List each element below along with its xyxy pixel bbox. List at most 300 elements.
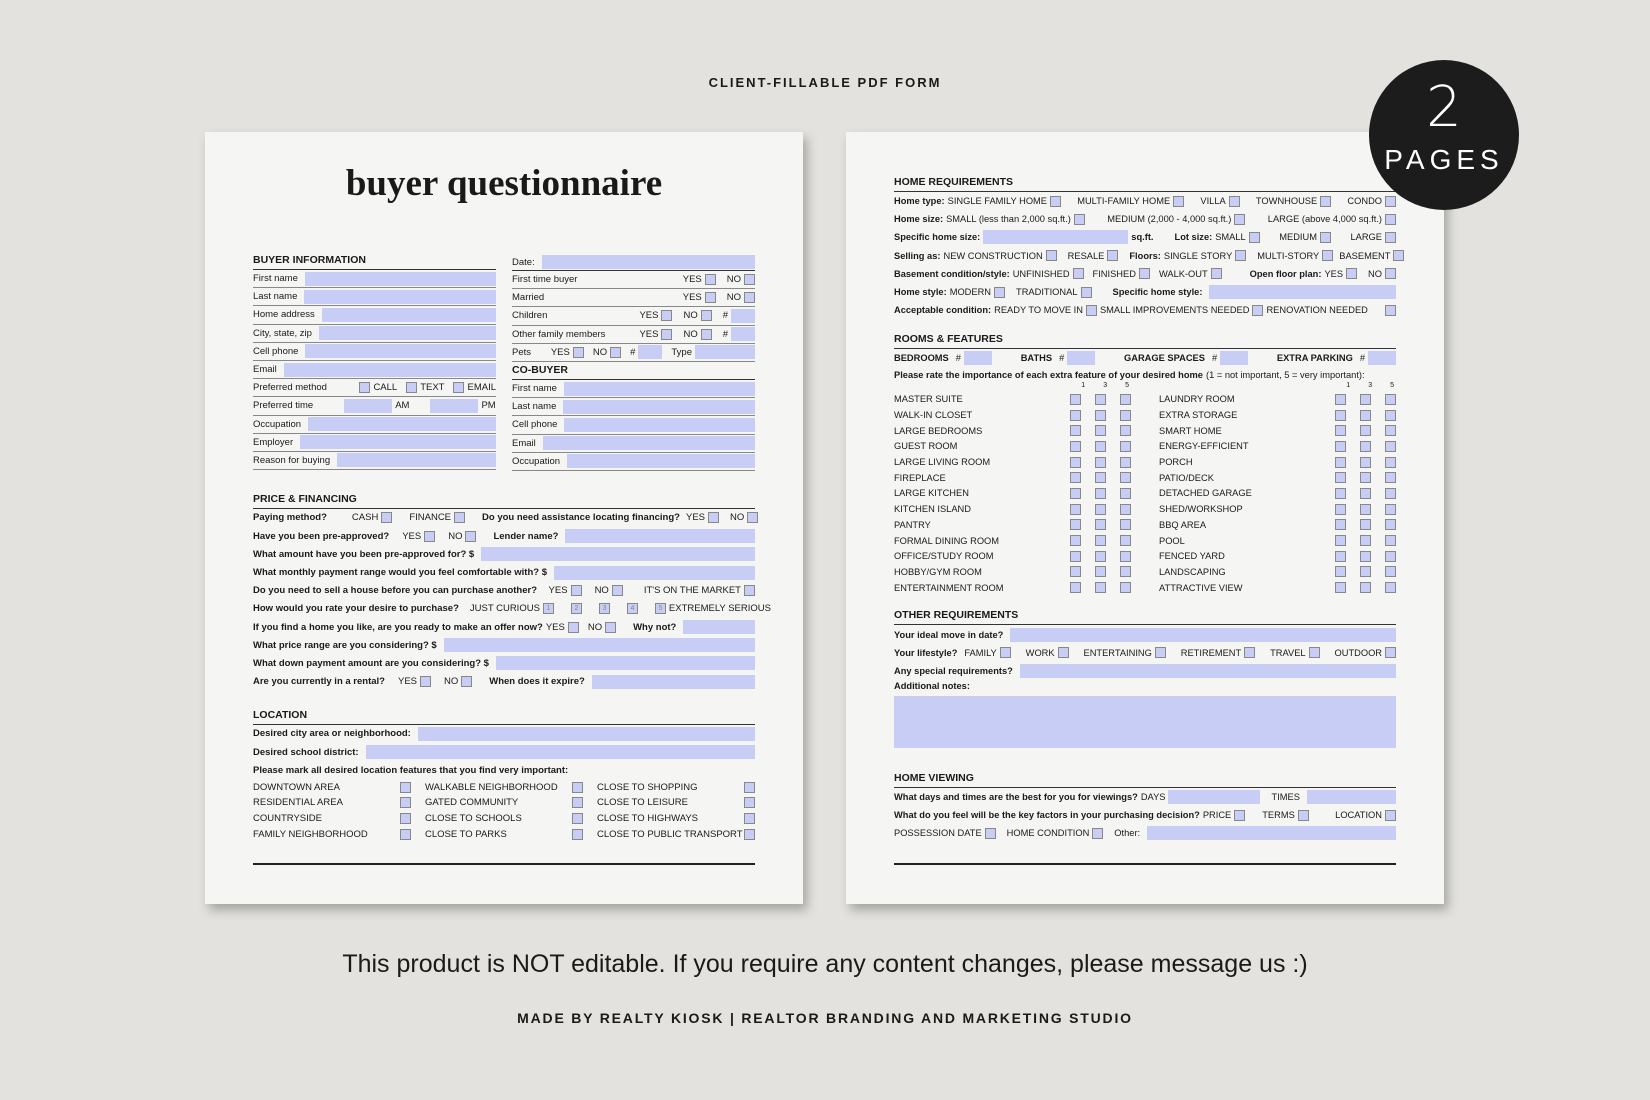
fireplace-rate-5-checkbox[interactable]: [1120, 472, 1131, 483]
master-suite-rate-3-checkbox[interactable]: [1095, 394, 1106, 405]
large-kitchen-rate-5-checkbox[interactable]: [1120, 488, 1131, 499]
traditional-checkbox[interactable]: [1081, 287, 1092, 298]
fireplace-rate-1-checkbox[interactable]: [1070, 472, 1081, 483]
cobuyer-last-name-field[interactable]: [563, 400, 755, 414]
extra-parking-label: EXTRA PARKING: [1276, 353, 1353, 364]
lender-field[interactable]: [565, 529, 755, 543]
lot-medium-checkbox[interactable]: [1320, 232, 1331, 243]
large-kitchen-rate-1-checkbox[interactable]: [1070, 488, 1081, 499]
close-to-schools-label: CLOSE TO SCHOOLS: [425, 813, 522, 825]
kitchen-island-rate-5-checkbox[interactable]: [1120, 504, 1131, 515]
walk-in-closet-rate-1-checkbox[interactable]: [1070, 410, 1081, 421]
size-0-label: SMALL (less than 2,000 sq.ft.): [946, 214, 1071, 225]
close-to-leisure-checkbox[interactable]: [744, 797, 755, 808]
bedrooms-field[interactable]: [964, 351, 992, 365]
bbq-area-rate-5-checkbox[interactable]: [1385, 519, 1396, 530]
cash-checkbox[interactable]: [381, 512, 392, 523]
buyer-email-field[interactable]: [284, 363, 496, 377]
energy-efficient-rate-3-checkbox[interactable]: [1360, 441, 1371, 452]
lot-large-checkbox[interactable]: [1385, 232, 1396, 243]
children-row: [512, 307, 755, 325]
assist-yes-checkbox[interactable]: [708, 512, 719, 523]
baths-field[interactable]: [1067, 351, 1095, 365]
special-field[interactable]: [1020, 664, 1396, 678]
times-label: TIMES: [1271, 792, 1300, 803]
gated-community-checkbox[interactable]: [572, 797, 583, 808]
fenced-yard-rate-3-checkbox[interactable]: [1360, 551, 1371, 562]
bbq-area-rate-3-checkbox[interactable]: [1360, 519, 1371, 530]
married-no-checkbox[interactable]: [744, 292, 755, 303]
buyer-first-name-field[interactable]: [305, 272, 496, 286]
walk-in-closet-rate-5-checkbox[interactable]: [1120, 410, 1131, 421]
cobuyer-cell-phone-field[interactable]: [564, 418, 755, 432]
laundry-room-rate-1-checkbox[interactable]: [1335, 394, 1346, 405]
why-not-label: Why not?: [633, 621, 677, 633]
why-not-field[interactable]: [683, 620, 755, 634]
energy-efficient-rate-5-checkbox[interactable]: [1385, 441, 1396, 452]
desire-4-checkbox[interactable]: 4: [627, 603, 638, 614]
large-kitchen-label: LARGE KITCHEN: [894, 488, 969, 499]
pets-count-field[interactable]: [638, 345, 662, 359]
walk-in-closet-label: WALK-IN CLOSET: [894, 410, 973, 421]
single-story-checkbox[interactable]: [1235, 250, 1246, 261]
cobuyer-email-field[interactable]: [543, 436, 755, 450]
unfinished-label: UNFINISHED: [1012, 268, 1070, 279]
resale-checkbox[interactable]: [1107, 250, 1118, 261]
home-condition-checkbox[interactable]: [1092, 828, 1103, 839]
kitchen-island-rate-3-checkbox[interactable]: [1095, 504, 1106, 515]
fenced-yard-rate-1-checkbox[interactable]: [1335, 551, 1346, 562]
fireplace-label: FIREPLACE: [894, 472, 946, 483]
desire-row: [253, 600, 771, 618]
close-to-schools-checkbox[interactable]: [572, 813, 583, 824]
desire-1-checkbox[interactable]: 1: [543, 603, 554, 614]
pets-no-checkbox[interactable]: [610, 347, 621, 358]
on-market-checkbox[interactable]: [744, 585, 755, 596]
location-instructions: [253, 761, 755, 779]
patio-deck-rate-5-checkbox[interactable]: [1385, 472, 1396, 483]
expire-field[interactable]: [592, 675, 755, 689]
new-construction-label: NEW CONSTRUCTION: [943, 250, 1043, 261]
buyer-email-label: Email: [253, 364, 277, 376]
garage-spaces-field[interactable]: [1220, 351, 1248, 365]
porch-rate-1-checkbox[interactable]: [1335, 457, 1346, 468]
location-feature-row: [425, 811, 583, 827]
open-floor-no-checkbox[interactable]: [1385, 268, 1396, 279]
detached-garage-rate-5-checkbox[interactable]: [1385, 488, 1396, 499]
first-time-yes-checkbox[interactable]: [705, 274, 716, 285]
kitchen-island-rate-1-checkbox[interactable]: [1070, 504, 1081, 515]
location-checkbox[interactable]: [1385, 810, 1396, 821]
specific-size-field[interactable]: [983, 230, 1128, 244]
energy-efficient-rate-1-checkbox[interactable]: [1335, 441, 1346, 452]
date-label: Date:: [512, 256, 535, 268]
sell-yes-checkbox[interactable]: [571, 585, 582, 596]
master-suite-rate-5-checkbox[interactable]: [1120, 394, 1131, 405]
porch-rate-5-checkbox[interactable]: [1385, 457, 1396, 468]
price-checkbox[interactable]: [1234, 810, 1245, 821]
extra-storage-rate-1-checkbox[interactable]: [1335, 410, 1346, 421]
entertainment-room-rate-3-checkbox[interactable]: [1095, 582, 1106, 593]
possession-checkbox[interactable]: [985, 828, 996, 839]
close-to-public-transport-label: CLOSE TO PUBLIC TRANSPORT: [597, 828, 743, 840]
outdoor-checkbox[interactable]: [1385, 647, 1396, 658]
lot-small-label: SMALL: [1215, 232, 1246, 243]
scale-5: 5: [1390, 381, 1394, 389]
sell-no-checkbox[interactable]: [612, 585, 623, 596]
work-checkbox[interactable]: [1058, 647, 1069, 658]
rating-row: [894, 423, 1131, 439]
detached-garage-rate-3-checkbox[interactable]: [1360, 488, 1371, 499]
patio-deck-rate-1-checkbox[interactable]: [1335, 472, 1346, 483]
no-label: NO: [444, 676, 459, 688]
laundry-room-rate-5-checkbox[interactable]: [1385, 394, 1396, 405]
location-heading: LOCATION: [253, 709, 755, 725]
move-in-field[interactable]: [1010, 628, 1396, 642]
size-2-checkbox[interactable]: [1385, 214, 1396, 225]
preapproved-no-checkbox[interactable]: [465, 531, 476, 542]
fireplace-rate-3-checkbox[interactable]: [1095, 472, 1106, 483]
family-count-field[interactable]: [731, 327, 755, 341]
baths-label: BATHS: [1020, 353, 1053, 364]
cobuyer-cell-phone-row: [512, 416, 755, 434]
office-study-room-rate-3-checkbox[interactable]: [1095, 551, 1106, 562]
buyer-home-address-field[interactable]: [322, 308, 496, 322]
assist-label: Do you need assistance locating financing?: [482, 512, 680, 524]
terms-checkbox[interactable]: [1298, 810, 1309, 821]
cobuyer-heading: CO-BUYER: [512, 364, 755, 380]
page2-end-rule: [894, 863, 1396, 865]
amount-field[interactable]: [481, 547, 755, 561]
walk-out-label: WALK-OUT: [1158, 268, 1208, 279]
desire-label: How would you rate your desire to purchase?: [253, 603, 459, 615]
size-1-checkbox[interactable]: [1234, 214, 1245, 225]
preapproved-yes-checkbox[interactable]: [424, 531, 435, 542]
close-to-parks-label: CLOSE TO PARKS: [425, 828, 507, 840]
buyer-first-name-row: [253, 270, 496, 288]
guest-room-rate-5-checkbox[interactable]: [1120, 441, 1131, 452]
rating-row: [1159, 580, 1396, 596]
home-req-heading: HOME REQUIREMENTS: [894, 176, 1396, 192]
shed-workshop-rate-3-checkbox[interactable]: [1360, 504, 1371, 515]
home-type-row: [894, 192, 1396, 210]
smart-home-rate-1-checkbox[interactable]: [1335, 425, 1346, 436]
ready-label: READY TO MOVE IN: [994, 305, 1083, 316]
offer-no-checkbox[interactable]: [605, 622, 616, 633]
assist-no-checkbox[interactable]: [747, 512, 758, 523]
buyer-reason-for-buying-field[interactable]: [337, 453, 496, 467]
children-no-checkbox[interactable]: [701, 310, 712, 321]
no-label: NO: [683, 328, 698, 340]
guest-room-rate-1-checkbox[interactable]: [1070, 441, 1081, 452]
rental-row: [253, 673, 755, 691]
close-to-public-transport-checkbox[interactable]: [744, 829, 755, 840]
formal-dining-room-rate-1-checkbox[interactable]: [1070, 535, 1081, 546]
gated-community-label: GATED COMMUNITY: [425, 797, 519, 809]
entertainment-room-rate-5-checkbox[interactable]: [1120, 582, 1131, 593]
kitchen-island-label: KITCHEN ISLAND: [894, 504, 971, 515]
pool-rate-1-checkbox[interactable]: [1335, 535, 1346, 546]
rating-checkboxes: [1335, 535, 1396, 546]
rental-no-checkbox[interactable]: [461, 676, 472, 687]
landscaping-rate-3-checkbox[interactable]: [1360, 566, 1371, 577]
home-type-label: Home type:: [894, 196, 945, 207]
rating-row: [1159, 439, 1396, 455]
ready-checkbox[interactable]: [1086, 305, 1097, 316]
basement-style-label: Basement condition/style:: [894, 268, 1010, 279]
rating-row: [894, 548, 1131, 564]
location-column: [597, 779, 755, 842]
small-improvements-checkbox[interactable]: [1252, 305, 1263, 316]
desire-3-checkbox[interactable]: 3: [599, 603, 610, 614]
rating-checkboxes: [1335, 472, 1396, 483]
city-field[interactable]: [418, 727, 755, 741]
close-to-parks-checkbox[interactable]: [572, 829, 583, 840]
porch-rate-3-checkbox[interactable]: [1360, 457, 1371, 468]
buyer-cell-phone-field[interactable]: [305, 344, 496, 358]
times-field[interactable]: [1307, 790, 1396, 804]
unfinished-checkbox[interactable]: [1073, 268, 1084, 279]
down-payment-field[interactable]: [496, 656, 755, 670]
yes-label: YES: [639, 328, 659, 340]
downtown-area-checkbox[interactable]: [400, 782, 411, 793]
attractive-view-rate-1-checkbox[interactable]: [1335, 582, 1346, 593]
lot-small-checkbox[interactable]: [1249, 232, 1260, 243]
finished-checkbox[interactable]: [1139, 268, 1150, 279]
smart-home-rate-5-checkbox[interactable]: [1385, 425, 1396, 436]
basement-checkbox[interactable]: [1393, 250, 1404, 261]
family-yes-checkbox[interactable]: [661, 329, 672, 340]
school-row: [253, 743, 755, 761]
porch-label: PORCH: [1159, 457, 1193, 468]
fenced-yard-rate-5-checkbox[interactable]: [1385, 551, 1396, 562]
residential-area-checkbox[interactable]: [400, 797, 411, 808]
bbq-area-rate-1-checkbox[interactable]: [1335, 519, 1346, 530]
pool-rate-3-checkbox[interactable]: [1360, 535, 1371, 546]
master-suite-rate-1-checkbox[interactable]: [1070, 394, 1081, 405]
buyer-cell-phone-row: [253, 343, 496, 361]
school-field[interactable]: [366, 745, 755, 759]
buyer-city-state-zip-row: [253, 325, 496, 343]
guest-room-rate-3-checkbox[interactable]: [1095, 441, 1106, 452]
monthly-field[interactable]: [554, 566, 755, 580]
shed-workshop-rate-1-checkbox[interactable]: [1335, 504, 1346, 515]
call-checkbox[interactable]: [359, 382, 370, 393]
size-1-label: MEDIUM (2,000 - 4,000 sq.ft.): [1107, 214, 1232, 225]
large-bedrooms-rate-3-checkbox[interactable]: [1095, 425, 1106, 436]
townhouse-checkbox[interactable]: [1320, 196, 1331, 207]
finance-checkbox[interactable]: [454, 512, 465, 523]
rating-checkboxes: [1070, 488, 1131, 499]
move-in-label: Your ideal move in date?: [894, 629, 1004, 640]
villa-checkbox[interactable]: [1229, 196, 1240, 207]
cobuyer-occupation-field[interactable]: [567, 454, 755, 468]
family-no-checkbox[interactable]: [701, 329, 712, 340]
rating-row: [894, 580, 1131, 596]
family-neighborhood-checkbox[interactable]: [400, 829, 411, 840]
entertainment-room-rate-1-checkbox[interactable]: [1070, 582, 1081, 593]
hash-label: #: [722, 310, 728, 322]
new-construction-checkbox[interactable]: [1046, 250, 1057, 261]
just-curious-label: JUST CURIOUS: [469, 603, 540, 615]
hash-label: #: [630, 346, 636, 358]
single-family-home-checkbox[interactable]: [1050, 196, 1061, 207]
sell-label: Do you need to sell a house before you can purchase another?: [253, 585, 538, 597]
work-label: WORK: [1025, 647, 1055, 658]
specific-style-field[interactable]: [1209, 285, 1396, 299]
close-to-shopping-checkbox[interactable]: [744, 782, 755, 793]
no-label: NO: [726, 292, 741, 304]
detached-garage-rate-1-checkbox[interactable]: [1335, 488, 1346, 499]
smart-home-rate-3-checkbox[interactable]: [1360, 425, 1371, 436]
landscaping-rate-5-checkbox[interactable]: [1385, 566, 1396, 577]
other-field[interactable]: [1147, 826, 1396, 840]
children-count-field[interactable]: [731, 309, 755, 323]
cobuyer-first-name-field[interactable]: [564, 382, 755, 396]
yes-label: YES: [682, 274, 702, 286]
amount-row: [253, 545, 755, 563]
rental-yes-checkbox[interactable]: [420, 676, 431, 687]
location-feature-row: [253, 779, 411, 795]
pool-rate-5-checkbox[interactable]: [1385, 535, 1396, 546]
multi-family-home-checkbox[interactable]: [1173, 196, 1184, 207]
no-label: NO: [594, 585, 609, 597]
other-family-row: [512, 326, 755, 344]
travel-checkbox[interactable]: [1309, 647, 1320, 658]
walk-out-checkbox[interactable]: [1211, 268, 1222, 279]
walk-in-closet-rate-3-checkbox[interactable]: [1095, 410, 1106, 421]
buyer-city-state-zip-field[interactable]: [319, 326, 496, 340]
email-checkbox[interactable]: [453, 382, 464, 393]
retirement-checkbox[interactable]: [1244, 647, 1255, 658]
room-counts-row: [894, 349, 1396, 367]
multi-story-checkbox[interactable]: [1322, 250, 1333, 261]
desire-2-checkbox[interactable]: 2: [571, 603, 582, 614]
renovation-checkbox[interactable]: [1385, 305, 1396, 316]
yes-label: YES: [548, 585, 568, 597]
viewing-heading: HOME VIEWING: [894, 772, 1396, 788]
buyer-first-name-label: First name: [253, 273, 298, 285]
married-yes-checkbox[interactable]: [705, 292, 716, 303]
location-feature-row: [597, 795, 755, 811]
notes-field[interactable]: [894, 696, 1396, 748]
walkable-neighborhood-label: WALKABLE NEIGHBORHOOD: [425, 781, 558, 793]
pantry-rate-3-checkbox[interactable]: [1095, 519, 1106, 530]
rating-checkboxes: [1070, 441, 1131, 452]
rating-checkboxes: [1335, 425, 1396, 436]
buyer-employer-field[interactable]: [300, 435, 496, 449]
large-living-room-rate-5-checkbox[interactable]: [1120, 457, 1131, 468]
extra-parking-hash: #: [1359, 353, 1366, 364]
school-label: Desired school district:: [253, 746, 359, 758]
extra-storage-rate-5-checkbox[interactable]: [1385, 410, 1396, 421]
rating-row: [1159, 392, 1396, 408]
large-living-room-rate-3-checkbox[interactable]: [1095, 457, 1106, 468]
formal-dining-room-rate-3-checkbox[interactable]: [1095, 535, 1106, 546]
formal-dining-room-rate-5-checkbox[interactable]: [1120, 535, 1131, 546]
cobuyer-occupation-row: [512, 453, 755, 471]
open-floor-yes-checkbox[interactable]: [1346, 268, 1357, 279]
buyer-home-address-row: [253, 306, 496, 324]
size-0-checkbox[interactable]: [1074, 214, 1085, 225]
date-field[interactable]: [542, 255, 755, 269]
laundry-room-rate-3-checkbox[interactable]: [1360, 394, 1371, 405]
modern-checkbox[interactable]: [994, 287, 1005, 298]
pantry-rate-1-checkbox[interactable]: [1070, 519, 1081, 530]
am-time-field[interactable]: [344, 399, 392, 413]
large-living-room-rate-1-checkbox[interactable]: [1070, 457, 1081, 468]
shed-workshop-rate-5-checkbox[interactable]: [1385, 504, 1396, 515]
offer-yes-checkbox[interactable]: [568, 622, 579, 633]
date-row: [512, 254, 755, 270]
yes-label: YES: [545, 621, 565, 633]
large-kitchen-rate-3-checkbox[interactable]: [1095, 488, 1106, 499]
hobby-gym-room-label: HOBBY/GYM ROOM: [894, 566, 982, 577]
cobuyer-email-row: [512, 435, 755, 453]
lender-label: Lender name?: [493, 530, 559, 542]
office-study-room-rate-1-checkbox[interactable]: [1070, 551, 1081, 562]
rating-row: [1159, 470, 1396, 486]
buyer-employer-label: Employer: [253, 436, 294, 448]
large-bedrooms-rate-1-checkbox[interactable]: [1070, 425, 1081, 436]
close-to-highways-checkbox[interactable]: [744, 813, 755, 824]
large-living-room-label: LARGE LIVING ROOM: [894, 457, 991, 468]
walkable-neighborhood-checkbox[interactable]: [572, 782, 583, 793]
landscaping-rate-1-checkbox[interactable]: [1335, 566, 1346, 577]
pm-time-field[interactable]: [430, 399, 478, 413]
family-checkbox[interactable]: [1000, 647, 1011, 658]
paying-method-label: Paying method?: [253, 512, 327, 524]
cobuyer-first-name-row: [512, 380, 755, 398]
rating-row: [1159, 548, 1396, 564]
rooms-heading: ROOMS & FEATURES: [894, 333, 1396, 349]
children-yes-checkbox[interactable]: [661, 310, 672, 321]
desire-5-checkbox[interactable]: 5: [655, 603, 666, 614]
condo-checkbox[interactable]: [1385, 196, 1396, 207]
pantry-rate-5-checkbox[interactable]: [1120, 519, 1131, 530]
first-time-no-checkbox[interactable]: [744, 274, 755, 285]
office-study-room-rate-5-checkbox[interactable]: [1120, 551, 1131, 562]
extra-parking-field[interactable]: [1368, 351, 1396, 365]
rating-row: [894, 454, 1131, 470]
buyer-occupation-field[interactable]: [308, 417, 496, 431]
specific-size-label: Specific home size:: [894, 232, 981, 243]
countryside-checkbox[interactable]: [400, 813, 411, 824]
pets-yes-checkbox[interactable]: [573, 347, 584, 358]
days-field[interactable]: [1168, 790, 1260, 804]
text-checkbox[interactable]: [406, 382, 417, 393]
travel-label: TRAVEL: [1270, 647, 1306, 658]
patio-deck-rate-3-checkbox[interactable]: [1360, 472, 1371, 483]
buyer-last-name-field[interactable]: [304, 290, 496, 304]
hobby-gym-room-rate-5-checkbox[interactable]: [1120, 566, 1131, 577]
down-payment-label: What down payment amount are you considering? $: [253, 657, 489, 669]
rating-row: [894, 517, 1131, 533]
extra-storage-rate-3-checkbox[interactable]: [1360, 410, 1371, 421]
attractive-view-rate-5-checkbox[interactable]: [1385, 582, 1396, 593]
rating-checkboxes: [1070, 410, 1131, 421]
attractive-view-rate-3-checkbox[interactable]: [1360, 582, 1371, 593]
price-range-field[interactable]: [444, 638, 755, 652]
entertaining-checkbox[interactable]: [1155, 647, 1166, 658]
preapproved-row: [253, 527, 755, 545]
hobby-gym-room-rate-3-checkbox[interactable]: [1095, 566, 1106, 577]
open-floor-label: Open floor plan:: [1249, 268, 1322, 279]
pets-type-field[interactable]: [695, 345, 755, 359]
hobby-gym-room-rate-1-checkbox[interactable]: [1070, 566, 1081, 577]
price-range-label: What price range are you considering? $: [253, 639, 437, 651]
large-bedrooms-rate-5-checkbox[interactable]: [1120, 425, 1131, 436]
